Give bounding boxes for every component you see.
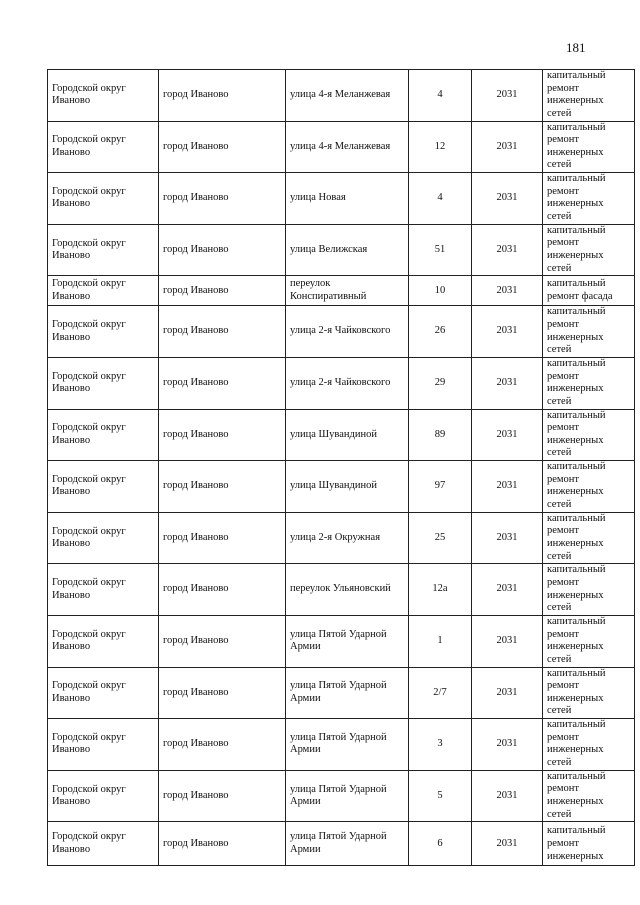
city-cell: город Иваново [159,461,286,513]
street-cell: улица Новая [286,173,409,225]
house-number-cell: 29 [409,357,472,409]
house-number-cell: 25 [409,512,472,564]
municipality-cell: Городской округ Иваново [48,461,159,513]
table-row [48,512,635,564]
year-cell: 2031 [472,719,543,771]
table-row [48,357,635,409]
work-type-cell: капитальный ремонт инженерных сетей [543,719,635,771]
city-cell: город Иваново [159,306,286,358]
table-row [48,306,635,358]
street-cell: улица 4-я Меланжевая [286,121,409,173]
municipality-cell: Городской округ Иваново [48,409,159,461]
municipality-cell: Городской округ Иваново [48,615,159,667]
work-type-cell: капитальный ремонт инженерных сетей [543,461,635,513]
table-row [48,70,635,122]
house-number-cell: 6 [409,822,472,866]
street-cell: улица Пятой Ударной Армии [286,667,409,719]
work-type-cell: капитальный ремонт инженерных сетей [543,409,635,461]
table-row [48,822,635,866]
street-cell: улица 4-я Меланжевая [286,70,409,122]
year-cell: 2031 [472,70,543,122]
table-row [48,719,635,771]
house-number-cell: 2/7 [409,667,472,719]
municipality-cell: Городской округ Иваново [48,224,159,276]
municipality-cell: Городской округ Иваново [48,173,159,225]
municipality-cell: Городской округ Иваново [48,357,159,409]
city-cell: город Иваново [159,121,286,173]
table-row [48,409,635,461]
municipality-cell: Городской округ Иваново [48,512,159,564]
city-cell: город Иваново [159,564,286,616]
work-type-cell: капитальный ремонт инженерных сетей [543,667,635,719]
work-type-cell: капитальный ремонт инженерных сетей [543,357,635,409]
year-cell: 2031 [472,667,543,719]
city-cell: город Иваново [159,719,286,771]
municipality-cell: Городской округ Иваново [48,719,159,771]
street-cell: переулок Конспиративный [286,276,409,306]
work-type-cell: капитальный ремонт инженерных сетей [543,615,635,667]
house-number-cell: 10 [409,276,472,306]
municipality-cell: Городской округ Иваново [48,121,159,173]
register-table [47,69,635,866]
street-cell: улица 2-я Окружная [286,512,409,564]
table-row [48,276,635,306]
table-row [48,224,635,276]
work-type-cell: капитальный ремонт инженерных сетей [543,173,635,225]
city-cell: город Иваново [159,409,286,461]
street-cell: улица Пятой Ударной Армии [286,719,409,771]
table-row [48,173,635,225]
work-type-cell: капитальный ремонт инженерных сетей [543,306,635,358]
year-cell: 2031 [472,357,543,409]
street-cell: улица Пятой Ударной Армии [286,770,409,822]
street-cell: улица Пятой Ударной Армии [286,615,409,667]
year-cell: 2031 [472,173,543,225]
street-cell: улица 2-я Чайковского [286,306,409,358]
street-cell: улица Велижская [286,224,409,276]
year-cell: 2031 [472,306,543,358]
city-cell: город Иваново [159,70,286,122]
house-number-cell: 4 [409,173,472,225]
work-type-cell: капитальный ремонт инженерных сетей [543,770,635,822]
city-cell: город Иваново [159,667,286,719]
table-row [48,461,635,513]
municipality-cell: Городской округ Иваново [48,70,159,122]
house-number-cell: 51 [409,224,472,276]
work-type-cell: капитальный ремонт инженерных сетей [543,121,635,173]
table-row [48,564,635,616]
house-number-cell: 12а [409,564,472,616]
work-type-cell: капитальный ремонт инженерных сетей [543,512,635,564]
table-body [48,70,635,866]
street-cell: переулок Ульяновский [286,564,409,616]
city-cell: город Иваново [159,512,286,564]
house-number-cell: 26 [409,306,472,358]
municipality-cell: Городской округ Иваново [48,276,159,306]
year-cell: 2031 [472,409,543,461]
house-number-cell: 97 [409,461,472,513]
street-cell: улица Шувандиной [286,409,409,461]
table-row [48,121,635,173]
year-cell: 2031 [472,770,543,822]
street-cell: улица 2-я Чайковского [286,357,409,409]
year-cell: 2031 [472,822,543,866]
city-cell: город Иваново [159,822,286,866]
municipality-cell: Городской округ Иваново [48,770,159,822]
city-cell: город Иваново [159,224,286,276]
house-number-cell: 3 [409,719,472,771]
year-cell: 2031 [472,461,543,513]
year-cell: 2031 [472,615,543,667]
city-cell: город Иваново [159,615,286,667]
house-number-cell: 89 [409,409,472,461]
municipality-cell: Городской округ Иваново [48,564,159,616]
year-cell: 2031 [472,564,543,616]
house-number-cell: 1 [409,615,472,667]
year-cell: 2031 [472,512,543,564]
city-cell: город Иваново [159,770,286,822]
year-cell: 2031 [472,224,543,276]
work-type-cell: капитальный ремонт инженерных [543,822,635,866]
house-number-cell: 12 [409,121,472,173]
page-number: 181 [566,40,586,55]
municipality-cell: Городской округ Иваново [48,306,159,358]
year-cell: 2031 [472,121,543,173]
city-cell: город Иваново [159,357,286,409]
municipality-cell: Городской округ Иваново [48,822,159,866]
work-type-cell: капитальный ремонт инженерных сетей [543,224,635,276]
municipality-cell: Городской округ Иваново [48,667,159,719]
street-cell: улица Пятой Ударной Армии [286,822,409,866]
house-number-cell: 5 [409,770,472,822]
table-row [48,770,635,822]
house-number-cell: 4 [409,70,472,122]
city-cell: город Иваново [159,173,286,225]
year-cell: 2031 [472,276,543,306]
table-row [48,615,635,667]
work-type-cell: капитальный ремонт инженерных сетей [543,70,635,122]
work-type-cell: капитальный ремонт инженерных сетей [543,564,635,616]
city-cell: город Иваново [159,276,286,306]
work-type-cell: капитальный ремонт фасада [543,276,635,306]
street-cell: улица Шувандиной [286,461,409,513]
table-row [48,667,635,719]
